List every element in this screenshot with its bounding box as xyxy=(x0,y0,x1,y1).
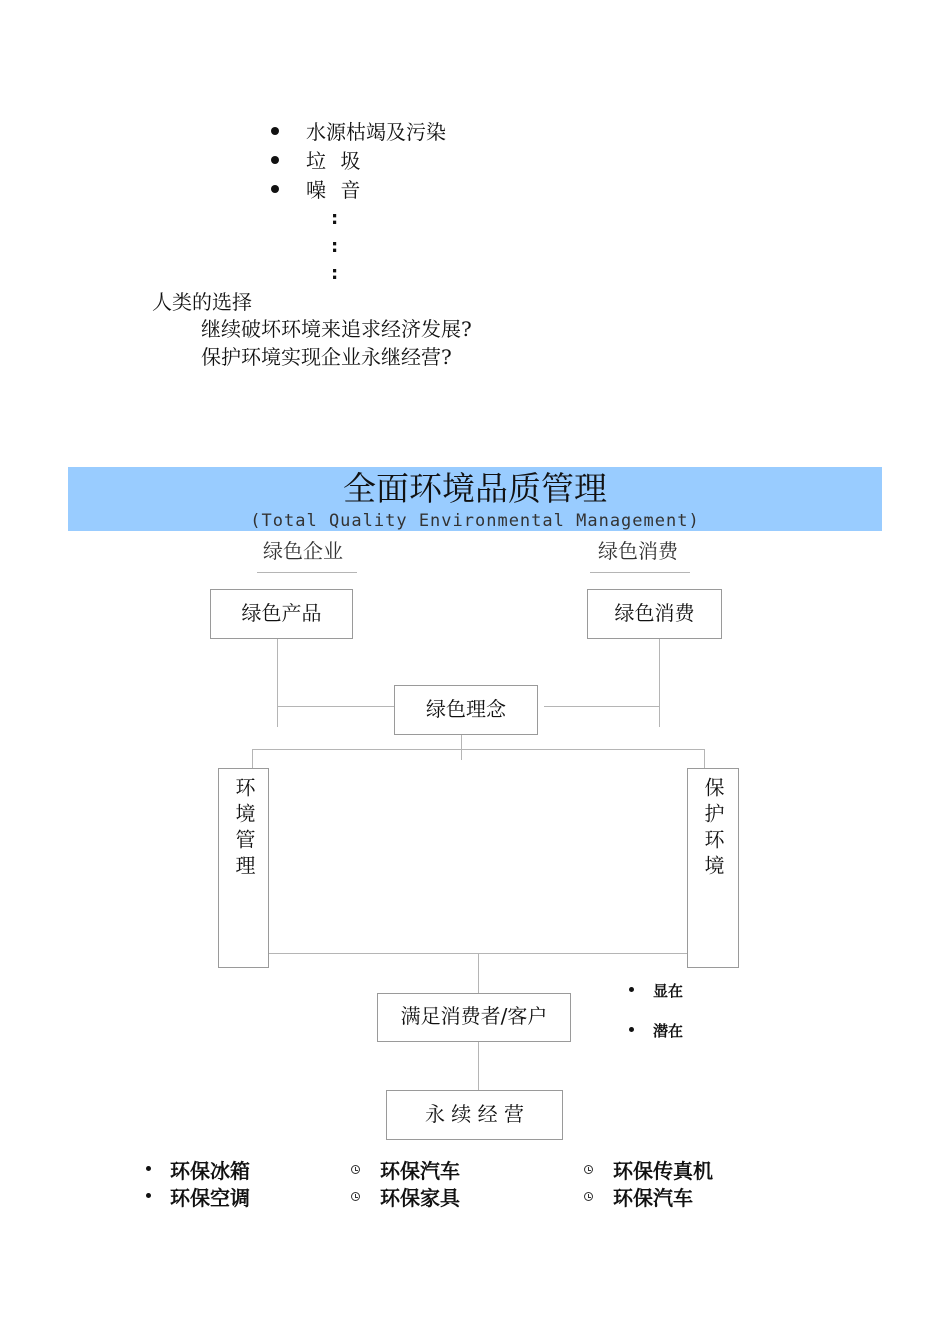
connector-line xyxy=(277,639,278,727)
clock-bullet-icon xyxy=(351,1165,360,1174)
connector-line xyxy=(461,735,462,760)
side-bullet-item: 显在 xyxy=(653,982,684,1000)
product-item: 环保冰箱 xyxy=(170,1159,250,1183)
ellipsis-mark: : xyxy=(331,236,339,257)
banner-title: 全面环境品质管理 xyxy=(343,469,607,508)
right-header: 绿色消费 xyxy=(598,539,678,563)
clock-bullet-icon xyxy=(584,1165,593,1174)
protect-env-label: 保护环境 xyxy=(701,777,725,881)
connector-line xyxy=(544,706,660,707)
green-consume-box xyxy=(587,589,722,639)
bullet-icon xyxy=(271,127,279,135)
bullet-icon xyxy=(146,1166,151,1171)
connector-line xyxy=(659,639,660,727)
bullet-icon xyxy=(271,156,279,164)
side-bullet-item: 潜在 xyxy=(653,1022,684,1040)
green-concept-label: 绿色理念 xyxy=(426,697,506,721)
green-concept-box xyxy=(394,685,538,735)
left-header: 绿色企业 xyxy=(263,539,343,563)
sustain-box xyxy=(386,1090,563,1140)
divider xyxy=(590,572,690,573)
bullet-icon xyxy=(146,1193,151,1198)
connector-line xyxy=(277,706,395,707)
product-item: 环保汽车 xyxy=(613,1186,693,1210)
env-manage-box xyxy=(218,768,269,968)
clock-bullet-icon xyxy=(584,1192,593,1201)
satisfy-label: 满足消费者/客户 xyxy=(400,1004,548,1028)
list-item: 水源枯竭及污染 xyxy=(306,120,446,144)
satisfy-customer-box xyxy=(377,993,571,1042)
divider xyxy=(257,572,357,573)
list-item: 垃 圾 xyxy=(306,149,361,173)
choice-line: 继续破坏环境来追求经济发展? xyxy=(201,317,472,341)
choice-heading: 人类的选择 xyxy=(152,290,252,314)
product-item: 环保传真机 xyxy=(613,1159,713,1183)
ellipsis-mark: : xyxy=(331,208,339,229)
bullet-icon xyxy=(271,185,279,193)
green-product-label: 绿色产品 xyxy=(241,601,322,625)
connector-line xyxy=(252,749,704,750)
product-item: 环保家具 xyxy=(380,1186,460,1210)
green-product-box xyxy=(210,589,353,639)
product-item: 环保空调 xyxy=(170,1186,250,1210)
banner-subtitle: (Total Quality Environmental Management) xyxy=(250,511,700,531)
protect-env-box xyxy=(687,768,739,968)
env-manage-label: 环境管理 xyxy=(232,777,256,881)
bullet-icon xyxy=(629,1027,634,1032)
green-consume-label: 绿色消费 xyxy=(614,601,695,625)
product-item: 环保汽车 xyxy=(380,1159,460,1183)
clock-bullet-icon xyxy=(351,1192,360,1201)
ellipsis-mark: : xyxy=(331,263,339,284)
bullet-icon xyxy=(629,987,634,992)
list-item: 噪 音 xyxy=(306,178,361,202)
choice-line: 保护环境实现企业永继经营? xyxy=(201,345,452,369)
connector-line xyxy=(704,749,705,769)
sustain-label: 永 续 经 营 xyxy=(424,1102,525,1126)
connector-line xyxy=(252,749,253,769)
